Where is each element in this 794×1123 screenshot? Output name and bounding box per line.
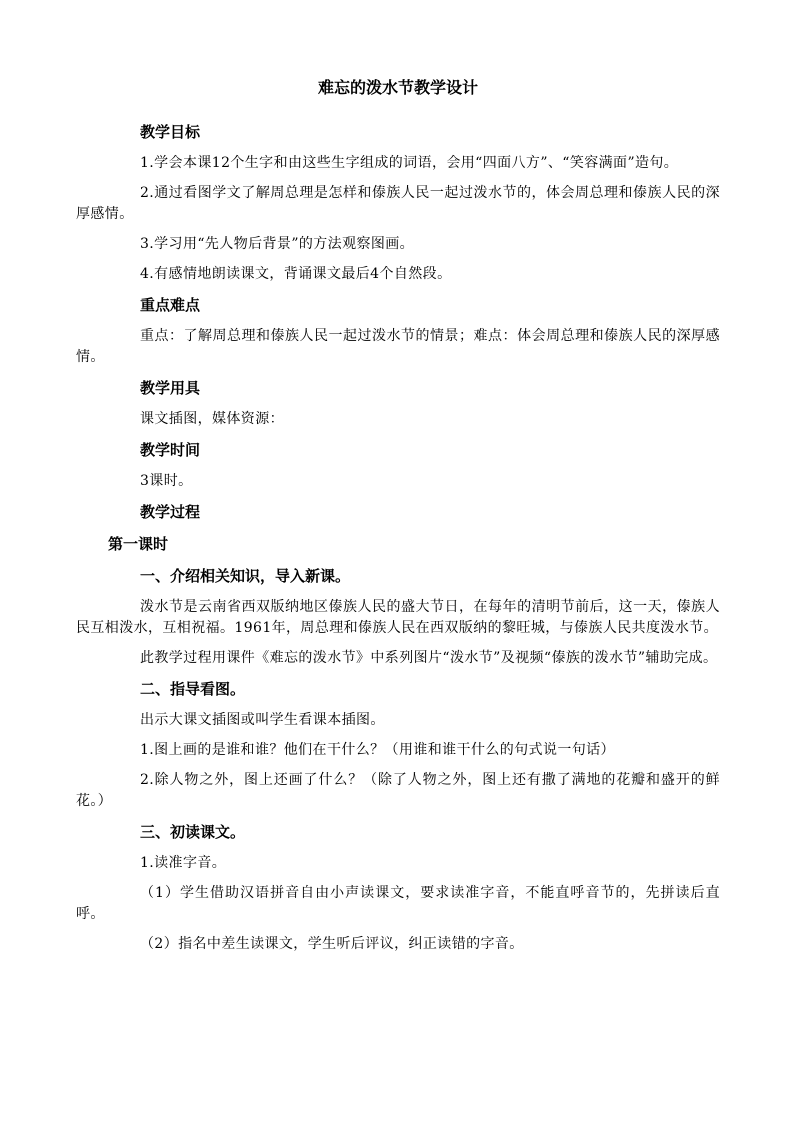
document-title: 难忘的泼水节教学设计 <box>317 78 478 97</box>
paragraph: （2）指名中差生读课文，学生听后评议，纠正读错的字音。 <box>140 936 524 952</box>
paragraph: （1）学生借助汉语拼音自由小声读课文，要求读准字音，不能直呼音节的，先拼读后直呼。 <box>76 885 720 922</box>
paragraph: 出示大课文插图或叫学生看课本插图。 <box>140 712 385 728</box>
paragraph: 2.通过看图学文了解周总理是怎样和傣族人民一起过泼水节的，体会周总理和傣族人民的深厚感情。 <box>76 185 720 222</box>
step-heading: 二、指导看图。 <box>140 680 246 698</box>
document-page <box>76 72 720 964</box>
section-heading-key-points: 重点难点 <box>140 296 201 314</box>
section-heading-objectives: 教学目标 <box>140 123 201 141</box>
step-heading: 三、初读课文。 <box>140 823 246 841</box>
paragraph: 1.读准字音。 <box>140 855 227 871</box>
section-heading-materials: 教学用具 <box>140 379 201 397</box>
paragraph: 重点：了解周总理和傣族人民一起过泼水节的情景；难点：体会周总理和傣族人民的深厚感情。 <box>76 328 720 365</box>
paragraph: 此教学过程用课件《难忘的泼水节》中系列图片“泼水节”及视频“傣族的泼水节”辅助完成。 <box>140 650 718 666</box>
paragraph: 3.学习用“先人物后背景”的方法观察图画。 <box>140 236 415 252</box>
lesson-heading: 第一课时 <box>108 535 169 553</box>
paragraph: 课文插图，媒体资源： <box>140 411 284 427</box>
step-heading: 一、介绍相关知识，导入新课。 <box>140 567 351 585</box>
section-heading-time: 教学时间 <box>140 441 201 459</box>
paragraph: 1.学会本课12个生字和由这些生字组成的词语，会用“四面八方”、“笑容满面”造句。 <box>140 155 679 171</box>
paragraph: 3课时。 <box>140 473 193 489</box>
paragraph: 泼水节是云南省西双版纳地区傣族人民的盛大节日，在每年的清明节前后，这一天，傣族人民互相泼水，互相祝福。1961年，周总理和傣族人民在西双版纳的黎旺城，与傣族人民共度泼水节。 <box>76 599 720 636</box>
paragraph: 1.图上画的是谁和谁？他们在干什么？（用谁和谁干什么的句式说一句话） <box>140 742 615 758</box>
paragraph: 4.有感情地朗读课文，背诵课文最后4个自然段。 <box>140 266 452 282</box>
section-heading-process: 教学过程 <box>140 503 201 521</box>
paragraph: 2.除人物之外，图上还画了什么？（除了人物之外，图上还有撒了满地的花瓣和盛开的鲜花。） <box>76 772 720 809</box>
